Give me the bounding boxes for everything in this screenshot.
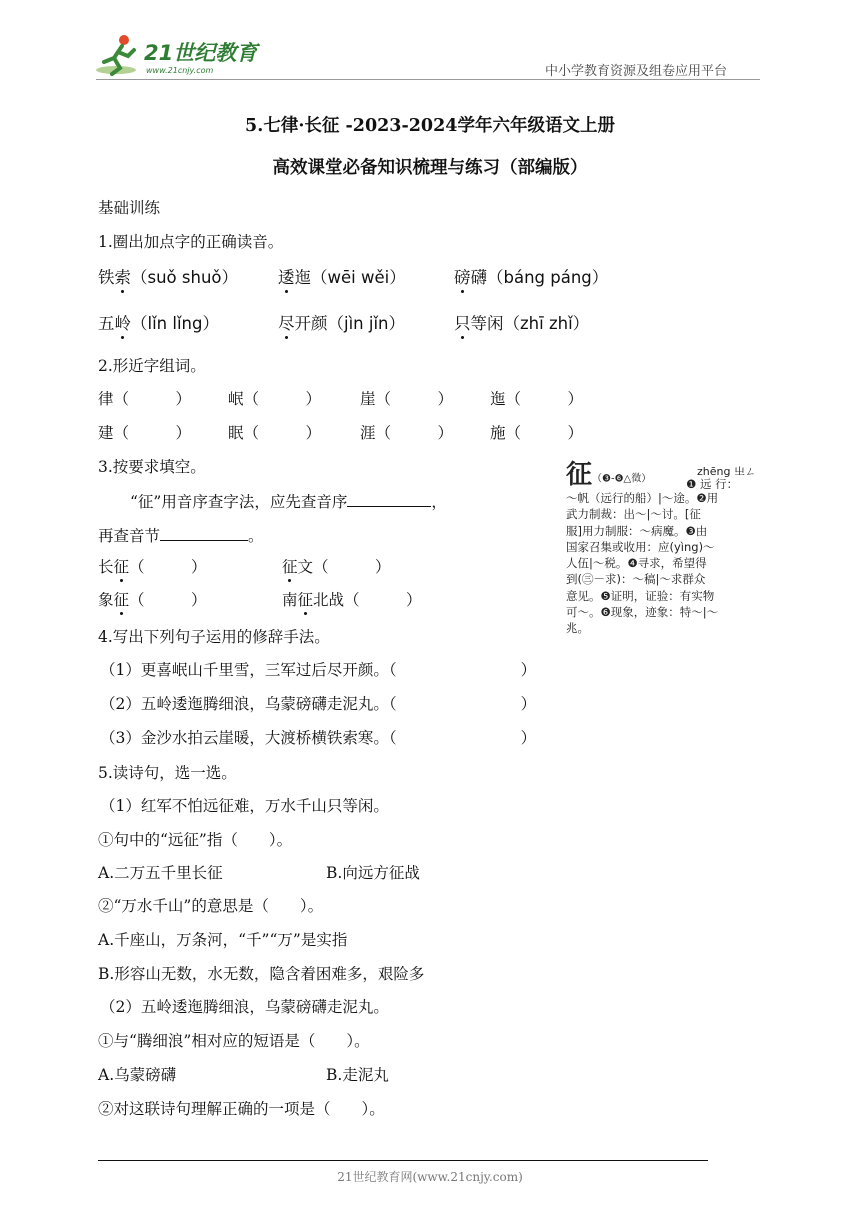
q5-option: B.走泥丸 [326, 1066, 389, 1084]
q2-cell: 涯（ ） [360, 424, 454, 442]
footer-text: 21世纪教育网(www.21cnjy.com) [337, 1170, 523, 1184]
q5-option: A.千座山，万条河，“千”“万”是实指 [98, 931, 348, 949]
dict-line: 国家召集或收用：应(yìng)～ [566, 539, 715, 554]
q3-text2: 再查音节 。 [98, 527, 264, 545]
section-heading: 基础训练 [98, 199, 161, 217]
q5-sentence: （2）五岭逶迤腾细浪，乌蒙磅礴走泥丸。 [100, 998, 389, 1016]
dict-line: 意见。❺证明，证验：有实物 [566, 588, 715, 603]
doc-title-line2: 高效课堂必备知识梳理与练习（部编版） [272, 158, 588, 178]
q2-cell: 岷（ ） [228, 390, 322, 408]
dict-char: 征 [566, 460, 593, 490]
q4-item: （3）金沙水拍云崖暖，大渡桥横铁索寒。（ ） [100, 729, 537, 747]
q2-prompt: 2.形近字组词。 [98, 357, 206, 375]
dict-line: 到(㊂－求)：～稿|～求群众 [566, 572, 706, 587]
q5-prompt: 5.读诗句，选一选。 [98, 764, 237, 782]
q5-question: ①与“腾细浪”相对应的短语是（ ）。 [98, 1032, 370, 1050]
runner-logo-icon [94, 32, 264, 78]
q4-item: （1）更喜岷山千里雪，三军过后尽开颜。（ ） [100, 661, 537, 679]
q2-cell: 崖（ ） [360, 390, 454, 408]
q5-question: ②对这联诗句理解正确的一项是（ ）。 [98, 1100, 385, 1118]
dict-line: ～帆（远行的船）|～途。❷用 [566, 491, 719, 505]
q3-item: 征文（ ） [282, 555, 391, 577]
q1-prompt: 1.圈出加点字的正确读音。 [98, 233, 284, 251]
site-logo [94, 32, 264, 78]
platform-name: 中小学教育资源及组卷应用平台 [545, 64, 728, 79]
dict-pinyin: zhēng 㞢ㄥ [697, 465, 756, 478]
dict-line: 武力制裁：出～|～讨。[征 [566, 507, 701, 522]
answer-blank[interactable] [347, 492, 431, 507]
dict-line: ❶ 远 行： [686, 477, 739, 491]
q5-option: A.二万五千里长征 [98, 864, 223, 882]
q3-prompt: 3.按要求填空。 [98, 458, 206, 476]
q5-question: ②“万水千山”的意思是（ ）。 [98, 897, 324, 915]
q2-cell: 施（ ） [490, 424, 584, 442]
q1-item: 磅礴（báng páng） [454, 264, 608, 288]
q3-text1: “征”用音序查字法，应先查音序 ， [130, 493, 447, 511]
q3-item: 长征（ ） [98, 555, 207, 577]
q2-cell: 建（ ） [98, 424, 192, 442]
q1-item: 五岭（lǐn lǐng） [98, 310, 219, 334]
q4-prompt: 4.写出下列句子运用的修辞手法。 [98, 628, 330, 646]
dict-line: 可～。❻现象，迹象：特～|～ [566, 605, 719, 620]
q5-option: B.形容山无数，水无数，隐含着困难多，艰险多 [98, 965, 425, 983]
q5-option: A.乌蒙磅礴 [98, 1066, 177, 1084]
q5-question: ①句中的“远征”指（ ）。 [98, 831, 293, 849]
doc-title-line1: 5.七律·长征 -2023-2024学年六年级语文上册 [245, 116, 615, 136]
footer-divider [98, 1160, 708, 1161]
q1-item: 尽开颜（jìn jǐn） [278, 310, 405, 334]
q2-cell: 迤（ ） [490, 390, 584, 408]
q1-item: 铁索（suǒ shuǒ） [98, 264, 238, 288]
q2-cell: 律（ ） [98, 390, 192, 408]
dictionary-entry [566, 460, 756, 640]
dict-line: 人伍|～税。❹寻求，希望得 [566, 556, 707, 571]
svg-text:www.21cnjy.com: www.21cnjy.com [146, 66, 214, 75]
dict-line: 服]用力制服：～病魔。❸由 [566, 523, 708, 538]
q1-item: 只等闲（zhī zhǐ） [454, 310, 589, 334]
q2-cell: 眠（ ） [228, 424, 322, 442]
answer-blank[interactable] [160, 526, 248, 541]
dict-nums: （❸-❻△徵） [592, 473, 652, 485]
q3-item: 南征北战（ ） [282, 588, 422, 610]
header-divider [96, 79, 760, 80]
q1-item: 逶迤（wēi wěi） [278, 264, 406, 288]
dict-line: 兆。 [566, 621, 589, 636]
q3-item: 象征（ ） [98, 588, 207, 610]
q4-item: （2）五岭逶迤腾细浪，乌蒙磅礴走泥丸。（ ） [100, 695, 537, 713]
q5-option: B.向远方征战 [326, 864, 420, 882]
q5-sentence: （1）红军不怕远征难，万水千山只等闲。 [100, 797, 389, 815]
svg-text:21世纪教育: 21世纪教育 [144, 41, 258, 65]
